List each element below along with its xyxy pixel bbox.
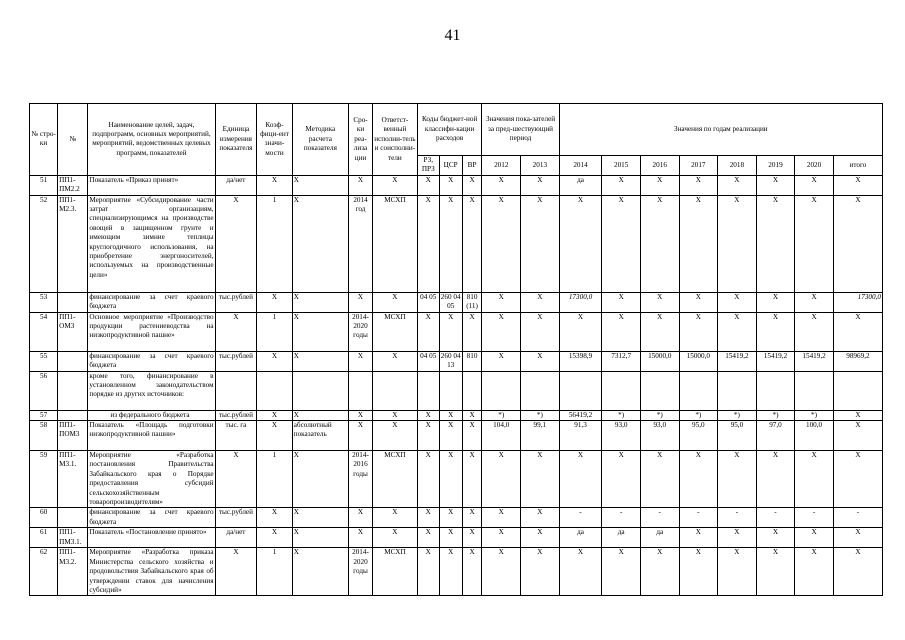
table-row <box>30 421 883 451</box>
csr-cell <box>439 371 462 410</box>
header-year-2014: 2014 <box>559 156 602 176</box>
unit-cell: тыс.рублей <box>215 292 257 312</box>
code-cell <box>58 410 88 420</box>
value-2017-cell: 95,0 <box>679 421 718 451</box>
csr-cell: Х <box>439 421 462 451</box>
value-2012-cell: *) <box>482 410 521 420</box>
vr-cell: Х <box>462 548 482 596</box>
value-2012-cell: Х <box>482 292 521 312</box>
csr-cell: Х <box>439 528 462 548</box>
name-cell: Показатель «Постановление принято» <box>88 528 215 548</box>
value-2015-cell: Х <box>602 195 641 292</box>
table-row <box>30 528 883 548</box>
value-2018-cell <box>718 371 757 410</box>
name-cell: из федерального бюджета <box>88 410 215 420</box>
value-2014-cell: Х <box>559 312 602 351</box>
value-2019-cell: Х <box>756 312 795 351</box>
value-2015-cell: - <box>602 508 641 528</box>
value-2015-cell: 93,0 <box>602 421 641 451</box>
name-cell: Мероприятие «Разработка приказа Министерства сельского хозяйства и продовольствия Забайкальского края об утверждении ставок для начисления субсидий» <box>89 548 214 594</box>
value-2020-cell <box>795 371 834 410</box>
header-year-2017: 2017 <box>679 156 718 176</box>
term-cell: Х <box>349 351 373 371</box>
executor-cell: МСХП <box>372 451 417 508</box>
value-2017-cell: Х <box>679 175 718 195</box>
value-2012-cell: Х <box>482 195 521 292</box>
value-2017-cell: Х <box>679 528 718 548</box>
name-cell: Мероприятие «Субсидирование части затрат организациям, специализирующимся на производстве овощей в защищенном грунте и имеющим зимние теплицы круглогодичного использования, на приобретение энергоносителей, используемых на производственные цели» <box>88 195 215 292</box>
value-2012-cell: Х <box>482 351 521 371</box>
value-2020-cell: *) <box>795 410 834 420</box>
row-number-cell: 61 <box>30 528 58 548</box>
value-2016-cell: - <box>640 508 679 528</box>
header-method: Методика расчета показателя <box>292 104 348 176</box>
value-2016-cell: Х <box>640 451 679 508</box>
total-cell: Х <box>833 312 882 351</box>
name-cell: Мероприятие «Разработка постановления Правительства Забайкальского края о Порядке предоставления субсидий сельскохозяйственным товаропроизводителям» <box>89 451 214 507</box>
name-cell: финансирование за счет краевого бюджета <box>89 508 214 526</box>
row-number-cell: 62 <box>30 548 58 596</box>
header-year-2016: 2016 <box>640 156 679 176</box>
total-cell: Х <box>833 451 882 508</box>
table-row <box>30 195 883 292</box>
name-cell: Показатель «Площадь подготовки низкопродуктивной пашни» <box>88 421 215 451</box>
rz-cell: Х <box>417 421 439 451</box>
total-cell: Х <box>833 410 882 420</box>
value-2015-cell: *) <box>602 410 641 420</box>
coefficient-cell: Х <box>257 292 292 312</box>
value-2013-cell: Х <box>521 195 560 292</box>
method-cell: абсолютный показатель <box>292 421 348 451</box>
total-cell: Х <box>833 421 882 451</box>
value-2012-cell: Х <box>482 451 521 508</box>
table-row <box>30 351 883 371</box>
value-2014-cell: - <box>559 508 602 528</box>
unit-cell: тыс.рублей <box>215 410 257 420</box>
vr-cell: Х <box>462 421 482 451</box>
total-cell: Х <box>833 528 882 548</box>
header-year-2019: 2019 <box>756 156 795 176</box>
rz-cell: Х <box>417 528 439 548</box>
rz-cell: Х <box>417 451 439 508</box>
value-2014-cell <box>559 371 602 410</box>
row-number-cell: 57 <box>30 410 58 420</box>
term-cell: Х <box>349 175 373 195</box>
code-cell: ПП1-М3.1. <box>58 451 88 508</box>
header-year-2020: 2020 <box>795 156 834 176</box>
header-name: Наименование целей, задач, подпрограмм, основных мероприятий, мероприятий, ведомственных целевых программ, показателей <box>88 104 215 176</box>
rz-cell: Х <box>417 195 439 292</box>
value-2019-cell: Х <box>756 292 795 312</box>
value-2012-cell: Х <box>482 548 521 596</box>
value-2013-cell: Х <box>521 528 560 548</box>
page-number: 41 <box>444 27 461 44</box>
csr-cell: 260 04 05 <box>439 292 462 312</box>
value-2017-cell: *) <box>679 410 718 420</box>
code-cell: ПП1-ПМ2.2 <box>58 175 88 195</box>
method-cell: Х <box>292 351 348 371</box>
value-2018-cell: Х <box>718 548 757 596</box>
method-cell: Х <box>292 195 348 292</box>
value-2013-cell: *) <box>521 410 560 420</box>
executor-cell: Х <box>372 292 417 312</box>
rz-cell: Х <box>417 175 439 195</box>
value-2016-cell: 15000,0 <box>640 351 679 371</box>
executor-cell: Х <box>372 410 417 420</box>
table-row <box>30 451 883 508</box>
unit-cell: Х <box>215 312 257 351</box>
value-2014-cell: 15398,9 <box>559 351 602 371</box>
table-row <box>30 410 883 420</box>
coefficient-cell: Х <box>257 421 292 451</box>
value-2015-cell: 7312,7 <box>602 351 641 371</box>
value-2018-cell: Х <box>718 312 757 351</box>
executor-cell: Х <box>372 351 417 371</box>
value-2016-cell: Х <box>640 548 679 596</box>
csr-cell: Х <box>439 410 462 420</box>
rz-cell <box>417 371 439 410</box>
vr-cell: Х <box>462 451 482 508</box>
value-2018-cell: Х <box>718 195 757 292</box>
header-rz: РЗ, ПРЗ <box>417 156 439 176</box>
term-cell: Х <box>349 410 373 420</box>
vr-cell: Х <box>462 528 482 548</box>
executor-cell <box>372 371 417 410</box>
value-2017-cell: Х <box>679 548 718 596</box>
unit-cell: Х <box>215 451 257 508</box>
value-2017-cell: Х <box>679 312 718 351</box>
rz-cell: Х <box>417 410 439 420</box>
value-2018-cell: Х <box>718 451 757 508</box>
vr-cell: Х <box>462 410 482 420</box>
coefficient-cell: 1 <box>257 195 292 292</box>
row-number-cell: 60 <box>30 508 58 528</box>
value-2015-cell: да <box>602 528 641 548</box>
total-cell: Х <box>833 548 882 596</box>
value-2016-cell: *) <box>640 410 679 420</box>
method-cell <box>292 371 348 410</box>
executor-cell: МСХП <box>372 312 417 351</box>
value-2013-cell: Х <box>521 451 560 508</box>
row-number-cell: 51 <box>30 175 58 195</box>
value-2012-cell: Х <box>482 175 521 195</box>
name-cell: финансирование за счет краевого бюджета <box>88 292 215 312</box>
method-cell: Х <box>292 508 348 528</box>
code-cell <box>58 371 88 410</box>
coefficient-cell: Х <box>257 528 292 548</box>
unit-cell: Х <box>215 195 257 292</box>
method-cell: Х <box>292 528 348 548</box>
name-cell: финансирование за счет краевого бюджета <box>88 351 215 371</box>
header-year-2015: 2015 <box>602 156 641 176</box>
header-number: № <box>58 104 88 176</box>
row-number-cell: 58 <box>30 421 58 451</box>
total-cell: 98969,2 <box>833 351 882 371</box>
rz-cell: Х <box>417 548 439 596</box>
row-number-cell: 52 <box>30 195 58 292</box>
value-2014-cell: да <box>559 175 602 195</box>
method-cell: Х <box>292 175 348 195</box>
value-2016-cell: 93,0 <box>640 421 679 451</box>
code-cell <box>58 292 88 312</box>
header-row-number: № стро-ки <box>30 104 58 176</box>
value-2014-cell: Х <box>559 548 602 596</box>
name-cell: Основное мероприятие «Производство продукции растениеводства на низкопродуктивной пашне» <box>88 312 215 351</box>
value-2015-cell: Х <box>602 548 641 596</box>
term-cell: Х <box>349 508 373 528</box>
value-2019-cell: 15419,2 <box>756 351 795 371</box>
method-cell: Х <box>292 292 348 312</box>
header-vr: ВР <box>462 156 482 176</box>
value-2018-cell: Х <box>718 292 757 312</box>
vr-cell: 810 (11) <box>462 292 482 312</box>
value-2020-cell: Х <box>795 528 834 548</box>
header-total: итого <box>833 156 882 176</box>
value-2019-cell: Х <box>756 451 795 508</box>
value-2015-cell: Х <box>602 292 641 312</box>
code-cell: ПП1-М3.2. <box>58 548 88 596</box>
total-cell: - <box>833 508 882 528</box>
value-2018-cell: Х <box>718 528 757 548</box>
csr-cell: Х <box>439 451 462 508</box>
row-number-cell: 56 <box>30 371 58 410</box>
value-2012-cell: Х <box>482 528 521 548</box>
value-2019-cell: Х <box>756 528 795 548</box>
value-2017-cell: Х <box>679 292 718 312</box>
value-2015-cell <box>602 371 641 410</box>
value-2012-cell <box>482 371 521 410</box>
table-row <box>30 312 883 351</box>
term-cell: Х <box>349 421 373 451</box>
value-2017-cell: 15000,0 <box>679 351 718 371</box>
value-2014-cell: 91,3 <box>559 421 602 451</box>
rz-cell: 04 05 <box>417 351 439 371</box>
coefficient-cell: Х <box>257 508 292 528</box>
value-2020-cell: Х <box>795 195 834 292</box>
value-2018-cell: Х <box>718 175 757 195</box>
vr-cell: Х <box>462 312 482 351</box>
value-2016-cell: Х <box>640 312 679 351</box>
term-cell: 2014-2020 годы <box>349 548 373 596</box>
code-cell: ПП1-ПОМ3 <box>58 421 88 451</box>
value-2018-cell: *) <box>718 410 757 420</box>
term-cell: 2014-2016 годы <box>349 451 373 508</box>
csr-cell: Х <box>439 548 462 596</box>
header-year-2013: 2013 <box>521 156 560 176</box>
unit-cell: тыс.рублей <box>215 508 257 528</box>
unit-cell <box>215 371 257 410</box>
total-cell: Х <box>833 195 882 292</box>
coefficient-cell <box>257 371 292 410</box>
rz-cell: Х <box>417 312 439 351</box>
term-cell: Х <box>349 292 373 312</box>
unit-cell: да/нет <box>215 175 257 195</box>
value-2017-cell: - <box>679 508 718 528</box>
vr-cell: 810 <box>462 351 482 371</box>
value-2020-cell: Х <box>795 175 834 195</box>
value-2018-cell: 95,0 <box>718 421 757 451</box>
coefficient-cell: 1 <box>257 548 292 596</box>
value-2016-cell <box>640 371 679 410</box>
value-2016-cell: Х <box>640 292 679 312</box>
unit-cell: да/нет <box>215 528 257 548</box>
total-cell: 17300,0 <box>833 292 882 312</box>
method-cell: Х <box>292 451 348 508</box>
value-2017-cell <box>679 371 718 410</box>
value-2015-cell: Х <box>602 451 641 508</box>
vr-cell: Х <box>462 175 482 195</box>
method-cell: Х <box>292 312 348 351</box>
value-2014-cell: да <box>559 528 602 548</box>
value-2020-cell: Х <box>795 292 834 312</box>
executor-cell: Х <box>372 175 417 195</box>
value-2013-cell: 99,1 <box>521 421 560 451</box>
value-2012-cell: 104,0 <box>482 421 521 451</box>
executor-cell: МСХП <box>372 195 417 292</box>
term-cell <box>349 371 373 410</box>
value-2020-cell: Х <box>795 451 834 508</box>
value-2020-cell: 100,0 <box>795 421 834 451</box>
value-2013-cell: Х <box>521 175 560 195</box>
table-row <box>30 371 883 410</box>
header-unit: Единица измерения показателя <box>215 104 257 176</box>
value-2013-cell: Х <box>521 292 560 312</box>
method-cell: Х <box>292 548 348 596</box>
value-2014-cell: Х <box>559 195 602 292</box>
coefficient-cell: Х <box>257 410 292 420</box>
value-2013-cell: Х <box>521 351 560 371</box>
executor-cell: Х <box>372 528 417 548</box>
indicators-table <box>29 103 883 596</box>
value-2020-cell: - <box>795 508 834 528</box>
value-2013-cell <box>521 371 560 410</box>
term-cell: 2014-2020 годы <box>349 312 373 351</box>
code-cell <box>58 351 88 371</box>
value-2016-cell: Х <box>640 175 679 195</box>
value-2019-cell: *) <box>756 410 795 420</box>
header-executor: Ответст-венный исполни-тель и соисполни-тели <box>372 104 417 176</box>
code-cell: ПП1-ПМ3.1. <box>58 528 88 548</box>
unit-cell: тыс. га <box>215 421 257 451</box>
csr-cell: Х <box>439 175 462 195</box>
executor-cell: Х <box>372 421 417 451</box>
header-budget-codes: Коды бюджет-ной классифи-кации расходов <box>417 104 482 156</box>
row-number-cell: 55 <box>30 351 58 371</box>
coefficient-cell: 1 <box>257 451 292 508</box>
coefficient-cell: Х <box>257 175 292 195</box>
value-2020-cell: Х <box>795 548 834 596</box>
value-2020-cell: 15419,2 <box>795 351 834 371</box>
rz-cell: 04 05 <box>417 292 439 312</box>
vr-cell: Х <box>462 195 482 292</box>
value-2019-cell <box>756 371 795 410</box>
csr-cell: Х <box>439 312 462 351</box>
value-2019-cell: Х <box>756 195 795 292</box>
table-row <box>30 548 883 596</box>
vr-cell: Х <box>462 508 482 528</box>
unit-cell: тыс.рублей <box>215 351 257 371</box>
value-2012-cell: Х <box>482 312 521 351</box>
value-2013-cell: Х <box>521 548 560 596</box>
value-2018-cell: - <box>718 508 757 528</box>
value-2015-cell: Х <box>602 175 641 195</box>
header-year-2012: 2012 <box>482 156 521 176</box>
table-row <box>30 508 883 528</box>
header-coefficient: Коэф-фици-ент значи-мости <box>257 104 292 176</box>
code-cell: ПП1-ОМ3 <box>58 312 88 351</box>
value-2014-cell: 17300,0 <box>559 292 602 312</box>
term-cell: Х <box>349 528 373 548</box>
value-2016-cell: Х <box>640 195 679 292</box>
header-previous-values: Значения пока-зателей за пред-шествующий период <box>482 104 559 156</box>
rz-cell: Х <box>417 508 439 528</box>
csr-cell: 260 04 13 <box>439 351 462 371</box>
code-cell: ПП1-М2.3. <box>58 195 88 292</box>
value-2017-cell: Х <box>679 195 718 292</box>
value-2013-cell: Х <box>521 312 560 351</box>
name-cell: кроме того, финансирование в установленном законодательством порядке из других источников: <box>88 371 215 410</box>
value-2019-cell: Х <box>756 175 795 195</box>
code-cell <box>58 508 88 528</box>
header-year-values: Значения по годам реализации <box>559 104 882 156</box>
total-cell <box>833 371 882 410</box>
value-2013-cell: Х <box>521 508 560 528</box>
csr-cell: Х <box>439 195 462 292</box>
header-csr: ЦСР <box>439 156 462 176</box>
value-2020-cell: Х <box>795 312 834 351</box>
header-terms: Сро-ки реа-лиза ции <box>349 104 373 176</box>
value-2019-cell: Х <box>756 548 795 596</box>
unit-cell: Х <box>215 548 257 596</box>
header-year-2018: 2018 <box>718 156 757 176</box>
coefficient-cell: 1 <box>257 312 292 351</box>
coefficient-cell: Х <box>257 351 292 371</box>
row-number-cell: 53 <box>30 292 58 312</box>
method-cell: Х <box>292 410 348 420</box>
executor-cell: МСХП <box>372 548 417 596</box>
vr-cell <box>462 371 482 410</box>
name-cell: Показатель «Приказ принят» <box>88 175 215 195</box>
row-number-cell: 59 <box>30 451 58 508</box>
value-2012-cell: Х <box>482 508 521 528</box>
value-2017-cell: Х <box>679 451 718 508</box>
value-2014-cell: 56419,2 <box>559 410 602 420</box>
term-cell: 2014 год <box>349 195 373 292</box>
value-2015-cell: Х <box>602 312 641 351</box>
table-row <box>30 175 883 195</box>
value-2019-cell: 97,0 <box>756 421 795 451</box>
executor-cell: Х <box>372 508 417 528</box>
value-2018-cell: 15419,2 <box>718 351 757 371</box>
value-2016-cell: да <box>640 528 679 548</box>
csr-cell: Х <box>439 508 462 528</box>
value-2014-cell: Х <box>559 451 602 508</box>
table-row <box>30 292 883 312</box>
value-2019-cell: - <box>756 508 795 528</box>
total-cell: Х <box>833 175 882 195</box>
row-number-cell: 54 <box>30 312 58 351</box>
